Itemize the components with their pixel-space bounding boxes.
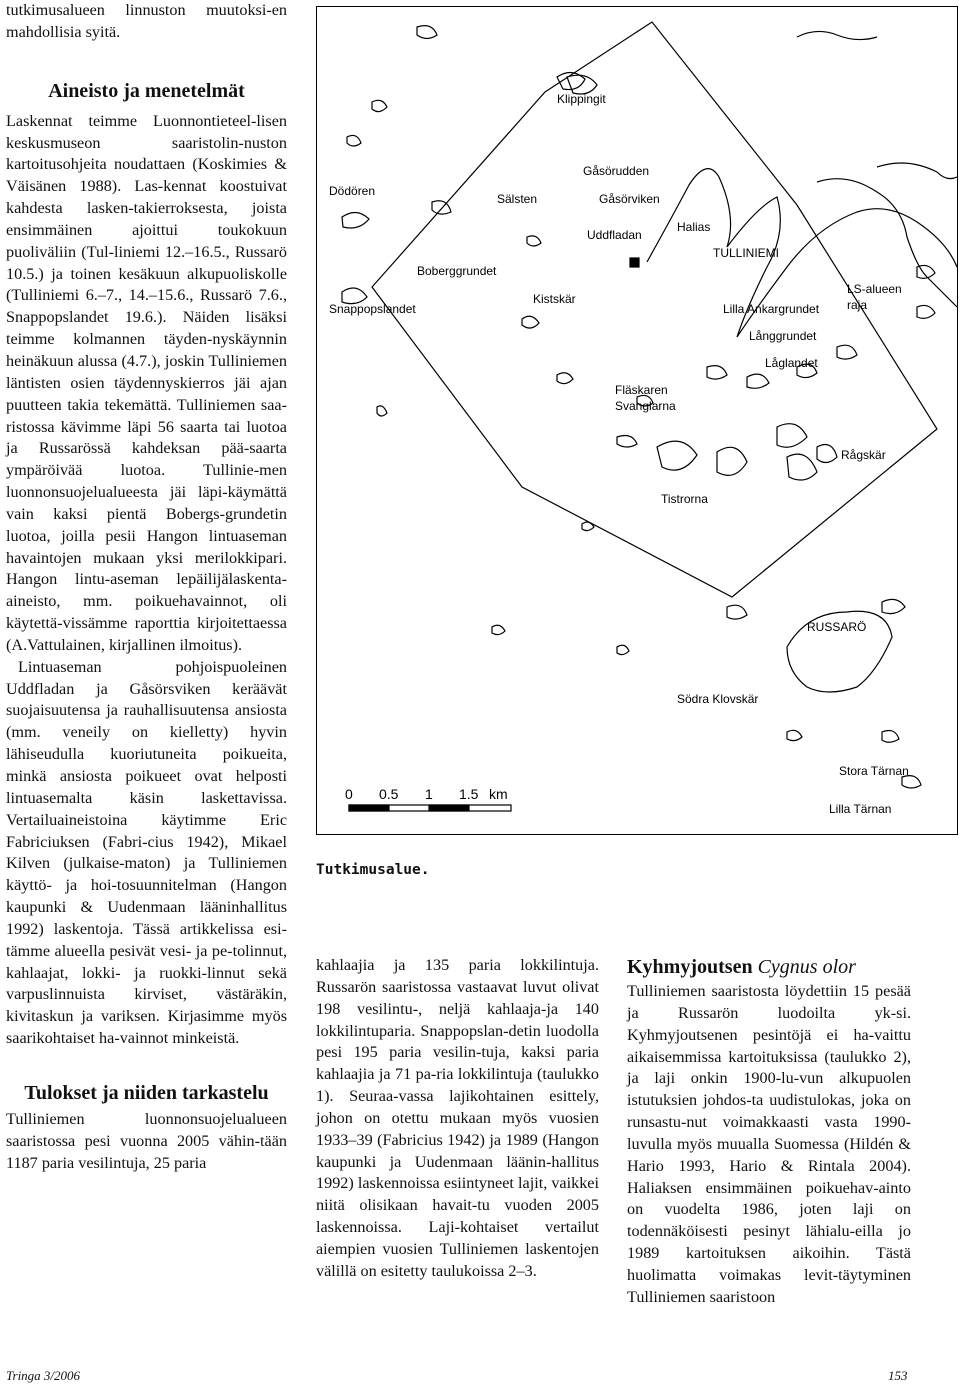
island: [707, 366, 727, 379]
scale-bar-fill-2: [429, 805, 469, 811]
map-caption: Tutkimusalue.: [316, 862, 430, 878]
label-flaskaren: Fläskaren: [615, 383, 668, 397]
label-uddfladan: Uddfladan: [587, 228, 642, 242]
island: [617, 436, 637, 447]
results-paragraph-1: Tulliniemen luonnonsuojelualueen saaristossa pesi vuonna 2005 vähin-tään 1187 paria vesilintuja, 25 paria: [6, 1109, 287, 1172]
island: [717, 447, 747, 475]
footer-page-number: 153: [888, 1368, 908, 1383]
methods-paragraph-2: Lintuaseman pohjoispuoleinen Uddfladan ja Gåsörsviken keräävät suojaisuutensa ja rauhallisuutensa ansiosta (mm. veneily on kielletty) hyvin lähiseudulla kuoriutuneita poikueita, minkä ansiosta poikueet ovat helposti lintuasemalta käsin laskettavissa. Vertailuaineistoina käytimme Eric Fabriciuksen (Fabri-cius 1942), Mikael Kilven (julkaise-maton) ja Tulliniemen käyttö- ja hoi-tosuunnitelman (Hangon kaupunki & Uudenmaan lääninhallitus 1992) laskentoja. Tässä artikkelissa esi-tämme alueella pesivät vesi- ja pe-tolinnut, kahlaajat, lokki- ja ruokki-linnut sekä varpuslinnuista kirviset, västäräkin, kivitaskun ja variksen. Kirjasimme myös saarikohtaiset ha-vainnot minkeistä.: [6, 657, 287, 1048]
right-column: [627, 955, 911, 1309]
island: [527, 236, 541, 246]
island: [882, 731, 899, 743]
footer-journal: Tringa 3/2006: [6, 1368, 81, 1383]
label-dodoren: Dödören: [329, 184, 376, 198]
label-sodra-klovskar: Södra Klovskär: [677, 692, 759, 706]
label-halias: Halias: [677, 220, 711, 234]
island: [522, 316, 539, 328]
island: [817, 445, 837, 463]
island: [417, 26, 437, 39]
heading-mute-swan: [627, 955, 911, 979]
scale-unit: km: [489, 786, 508, 802]
map-drawing: [317, 7, 957, 834]
label-langgrundet: Långgrundet: [749, 329, 817, 343]
island: [347, 135, 361, 146]
heading-swan-latin: Cygnus olor: [757, 956, 856, 978]
scale-tick-15: 1.5: [459, 786, 479, 802]
heading-results: Tulokset ja niiden tarkastelu: [24, 1081, 269, 1104]
left-column: [6, 0, 287, 1175]
island: [377, 406, 387, 416]
label-ls-alueen: LS-alueen: [847, 282, 902, 296]
island: [657, 441, 697, 470]
island: [917, 305, 935, 318]
island: [432, 201, 451, 214]
scale-tick-05: 0.5: [379, 786, 399, 802]
northeast-coastline: [877, 163, 957, 179]
label-gasorudden: Gåsörudden: [583, 164, 650, 178]
label-salsten: Sälsten: [497, 192, 538, 206]
island: [557, 373, 573, 384]
methods-paragraph-1: Laskennat teimme Luonnontieteel-lisen keskusmuseon saaristolin-nuston kartoitusohjeita noudattaen (Koskimies & Väisänen 1988). Las-kennat koostuivat kahdesta lasken-takierroksesta, joista ensimmäinen ajoittui toukokuun puoliväliin (Tul-liniemi 12.–16.5., Russarö 10.5.) ja toinen kesäkuun alkupuoliskolle (Tulliniemi 6.–7., 14.–15.6., Russarö 7.6., Snappopslandet 19.6.). Näiden lisäksi teimme kolmannen täyden-nyskäynnin heinäkuun alussa (4.7.), joskin Tulliniemen läntisten osien täydennyskierros jäi ajan puutteen takia tekemättä. Tulliniemen saa-ristossa kävimme läpi 56 saarta tai luotoa ja Russarössä kahdeksan pää-saarta ympäröivää luotoa. Tullinie-men luonnonsuojelualueesta jäi läpi-käymättä vain kaksi pientä Bobergs-grundetin luotoa, joilla pesii Hangon lintuaseman havaintojen mukaan yksi merilokkipari. Hangon lintu-aseman lepäilijälaskenta-aineisto, mm. poikuehavainnot, oli käytettä-vissämme raporttia kirjoitettaessa (A.Vattulainen, kirjallinen ilmoitus).: [6, 111, 287, 654]
label-lilla-tarnan: Lilla Tärnan: [829, 802, 892, 816]
label-russaro: RUSSARÖ: [807, 620, 867, 634]
label-svanglarna: Svanglarna: [615, 399, 676, 413]
label-tistrorna: Tistrorna: [661, 492, 708, 506]
island: [342, 212, 369, 228]
scale-tick-1: 1: [425, 786, 433, 802]
label-stora-tarnan: Stora Tärnan: [839, 764, 909, 778]
label-lilla-ankargrundet: Lilla Ankargrundet: [723, 302, 820, 316]
label-laglandet: Låglandet: [765, 356, 818, 370]
island: [787, 730, 802, 740]
scale-tick-0: 0: [345, 786, 353, 802]
label-snappopslandet: Snappopslandet: [329, 302, 416, 316]
island: [882, 599, 905, 613]
heading-swan-finnish: Kyhmyjoutsen: [627, 956, 753, 978]
island: [617, 645, 629, 654]
island: [837, 345, 857, 359]
island: [372, 100, 387, 111]
label-ragskar: Rågskär: [841, 448, 886, 462]
mute-swan-paragraph: Tulliniemen saaristosta löydettiin 15 pesää ja Russarön luodoilta yk-si. Kyhmyjoutsenen pesintöjä ei ha-vaittu aikaisemmissa kartoituksissa (taulukko 2), ja laji onkin 1900-lu-vun alkupuolen istutuksien johdos-ta uudistulokas, joka on runsastu-nut voimakkaasti vasta 1990-luvulla myös muualla Suomessa (Hildén & Hario 1993, Hario & Rintala 2004). Haliaksen ensimmäinen poikuehav-ainto on vuodelta 1986, joten laji on todennäköisesti pesinyt lähialu-eilla jo 1989 kartoituksen aikoihin. Tästä huolimatta voimakas levit-täytyminen Tulliniemen saaristoon: [627, 982, 911, 1306]
island: [787, 454, 817, 480]
middle-column: [316, 955, 599, 1283]
label-klippingit: Klippingit: [557, 92, 606, 106]
north-coastline: [797, 31, 877, 39]
island: [747, 374, 769, 388]
scale-bar-fill-1: [349, 805, 389, 811]
island: [727, 605, 747, 619]
label-boberggrundet: Boberggrundet: [417, 264, 497, 278]
heading-methods: Aineisto ja menetelmät: [48, 79, 245, 102]
label-kistskar: Kistskär: [533, 292, 576, 306]
results-continuation: kahlaajia ja 135 paria lokkilintuja. Russarön saaristossa vastaavat luvut olivat 198 vesilintu-, neljä kahlaaja-ja 140 lokkilintuparia. Snappopslan-detin luodolla pesi 195 paria vesilin-tuja, kaksi paria kahlaajia ja 71 pa-ria lokkilintuja (taulukko 1). Seuraa-vassa lajikohtainen esittely, johon on otettu mukaan myös vuosien 1933–39 (Fabricius 1942) ja 1989 (Hangon kaupunki ja Uudenmaan läänin-hallitus 1992) laskennoissa esiintyneet lajit, vaikkei niitä olisikaan havait-tu vuoden 2005 laskennoissa. Laji-kohtaiset vertailut aiempien vuosien Tulliniemen laskentojen välillä on esitetty taulukoissa 2–3.: [316, 956, 599, 1280]
intro-tail: tutkimusalueen linnuston muutoksi-en mahdollisia syitä.: [6, 1, 287, 41]
study-area-map: [316, 6, 958, 835]
label-tulliniemi: TULLINIEMI: [713, 246, 780, 260]
label-gasorviken: Gåsörviken: [599, 192, 660, 206]
island: [777, 424, 807, 448]
label-raja: raja: [847, 298, 868, 312]
island: [492, 625, 505, 634]
halias-marker: [630, 258, 639, 267]
